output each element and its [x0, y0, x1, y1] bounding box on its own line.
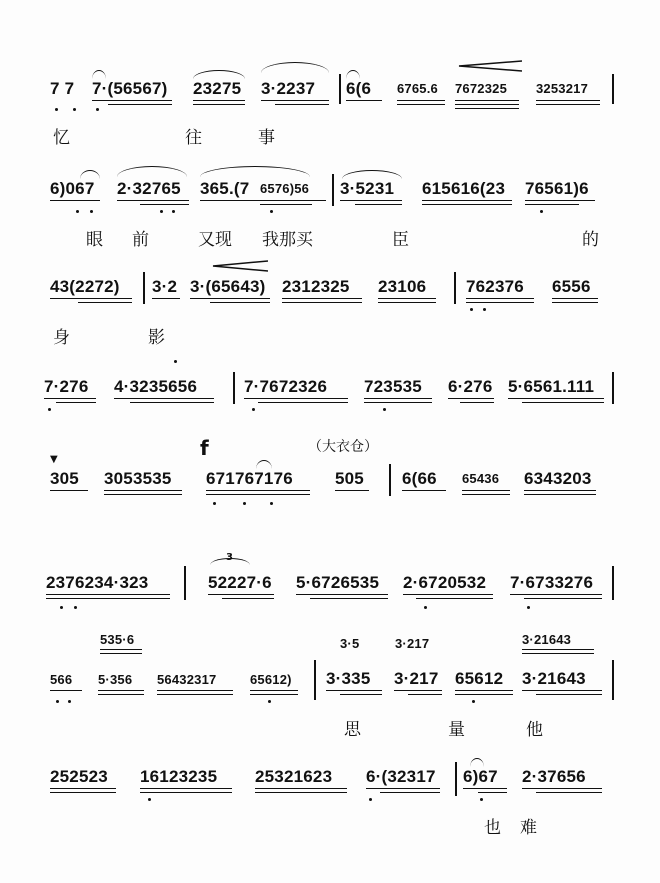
barline [612, 372, 614, 404]
underline [522, 649, 594, 650]
percussion-mark: （大衣仓） [308, 439, 378, 455]
note-group: 25321623 [255, 767, 333, 786]
upper-note-group: 535·6 [100, 632, 135, 647]
underline [522, 402, 604, 403]
note-group: 6)67 [463, 767, 498, 786]
lyric: 影 [148, 328, 165, 348]
underline [98, 694, 144, 695]
low-octave-dot [48, 408, 51, 411]
underline [510, 594, 602, 595]
underline [44, 398, 96, 399]
underline [282, 302, 362, 303]
underline [46, 594, 170, 595]
underline [536, 792, 602, 793]
underline [130, 402, 214, 403]
upper-note-group: 3·21643 [522, 632, 572, 647]
underline [258, 402, 348, 403]
note-group: 6(66 [402, 469, 437, 488]
underline [100, 653, 142, 654]
note-group: 6556 [552, 277, 591, 296]
underline [193, 104, 245, 105]
underline [157, 694, 233, 695]
low-octave-dot [68, 700, 71, 703]
note-group: 65612) [250, 672, 292, 687]
underline [355, 204, 402, 205]
underline [508, 398, 604, 399]
underline [46, 598, 170, 599]
underline [378, 302, 436, 303]
underline [416, 598, 493, 599]
barline [612, 660, 614, 700]
note-group: 2·32765 [117, 179, 181, 198]
upper-note-group: 3·5 [340, 636, 360, 651]
note-group: 6(6 [346, 79, 372, 98]
note-group: 76561)6 [525, 179, 589, 198]
barline [332, 174, 334, 206]
note-group: 566 [50, 672, 73, 687]
underline [100, 649, 142, 650]
note-group: 7·276 [44, 377, 89, 396]
underline [140, 204, 189, 205]
note-group: 6)067 [50, 179, 95, 198]
underline [210, 302, 270, 303]
low-octave-dot [90, 210, 93, 213]
note-group: 5·6561.111 [508, 377, 595, 396]
note-group: 3·335 [326, 669, 371, 688]
underline [222, 598, 274, 599]
underline [326, 690, 382, 691]
underline [380, 792, 440, 793]
underline [152, 298, 180, 299]
lyric: 身 [53, 328, 70, 348]
underline [244, 398, 348, 399]
low-octave-dot [270, 502, 273, 505]
low-octave-dot [252, 408, 255, 411]
underline [104, 494, 182, 495]
note-group: 252523 [50, 767, 108, 786]
slur [470, 758, 484, 767]
underline [422, 204, 512, 205]
low-octave-dot [424, 606, 427, 609]
note-group: 2·37656 [522, 767, 586, 786]
low-octave-dot [172, 210, 175, 213]
underline [522, 788, 602, 789]
accent-icon: ▼ [50, 454, 58, 465]
underline [98, 690, 144, 691]
note-group: 365.(7 [200, 179, 250, 198]
underline [50, 200, 100, 201]
note-group: 2312325 [282, 277, 350, 296]
underline [140, 792, 232, 793]
underline [522, 690, 602, 691]
slur [261, 62, 329, 73]
underline [157, 690, 233, 691]
note-group: 3·(65643) [190, 277, 266, 296]
underline [448, 398, 494, 399]
underline [206, 490, 310, 491]
lyric: 又现 [198, 230, 232, 250]
lyric: 思 [344, 720, 361, 740]
barline [339, 74, 341, 104]
underline [466, 302, 534, 303]
note-group: 7·(56567) [92, 79, 168, 98]
underline [78, 302, 132, 303]
barline [184, 566, 186, 600]
underline [250, 694, 298, 695]
note-group: 3·5231 [340, 179, 395, 198]
low-octave-dot [270, 210, 273, 213]
underline [463, 788, 507, 789]
note-group: 3253217 [536, 81, 589, 96]
crescendo-mark [212, 260, 268, 272]
barline [612, 566, 614, 600]
underline [455, 100, 519, 101]
note-group: 6765.6 [397, 81, 438, 96]
low-octave-dot [160, 210, 163, 213]
lyric: 眼 [86, 230, 103, 250]
lyric: 往 [185, 128, 202, 148]
underline [552, 302, 598, 303]
note-group: 23106 [378, 277, 427, 296]
low-octave-dot [76, 210, 79, 213]
underline [536, 100, 600, 101]
note-group: 16123235 [140, 767, 218, 786]
low-octave-dot [480, 798, 483, 801]
low-octave-dot [56, 700, 59, 703]
note-group: 2·6720532 [403, 573, 487, 592]
note-group: 3·2237 [261, 79, 316, 98]
note-group: 4·3235656 [114, 377, 198, 396]
low-octave-dot [527, 606, 530, 609]
low-octave-dot [268, 700, 271, 703]
note-group: 6·276 [448, 377, 493, 396]
note-group: 7672325 [455, 81, 508, 96]
underline [455, 104, 519, 105]
note-group: 65612 [455, 669, 504, 688]
underline [524, 598, 602, 599]
underline [525, 200, 595, 201]
note-group: 3·217 [394, 669, 439, 688]
underline [200, 200, 326, 201]
underline [50, 792, 116, 793]
underline [364, 402, 432, 403]
underline [117, 200, 189, 201]
underline [340, 694, 382, 695]
underline [335, 490, 369, 491]
low-octave-dot [243, 502, 246, 505]
note-group: 65436 [462, 471, 500, 486]
low-octave-dot [55, 108, 58, 111]
slur [193, 70, 245, 79]
note-group: 7·6733276 [510, 573, 594, 592]
underline [310, 598, 388, 599]
barline [455, 762, 457, 796]
underline [408, 694, 442, 695]
underline [536, 694, 602, 695]
note-group: 3·21643 [522, 669, 586, 688]
triplet-mark: 3 [226, 552, 233, 563]
low-octave-dot [383, 408, 386, 411]
note-group: 505 [335, 469, 364, 488]
barline [454, 272, 456, 304]
underline [397, 100, 445, 101]
underline [260, 204, 312, 205]
underline [275, 104, 329, 105]
low-octave-dot [213, 502, 216, 505]
note-group: 2376234·323 [46, 573, 149, 592]
lyric: 的 [582, 230, 599, 250]
underline [552, 298, 598, 299]
underline [193, 100, 245, 101]
underline [522, 653, 594, 654]
low-octave-dot [470, 308, 473, 311]
note-group: 305 [50, 469, 79, 488]
note-group: 43(2272) [50, 277, 120, 296]
lyric: 他 [526, 720, 543, 740]
underline [255, 788, 347, 789]
underline [114, 398, 214, 399]
underline [50, 788, 116, 789]
lyric: 我那买 [262, 230, 313, 250]
barline [612, 74, 614, 104]
underline [462, 494, 510, 495]
lyric: 量 [448, 720, 465, 740]
underline [92, 100, 172, 101]
slur [80, 170, 100, 179]
crescendo-mark [458, 60, 522, 72]
underline [56, 402, 96, 403]
underline [462, 490, 510, 491]
underline [525, 204, 579, 205]
slur [200, 166, 310, 177]
underline [364, 398, 432, 399]
slur [342, 170, 402, 179]
slur [346, 70, 360, 79]
low-octave-dot [73, 108, 76, 111]
underline [108, 104, 172, 105]
lyric: 难 [520, 818, 537, 838]
barline [233, 372, 235, 404]
note-group: 723535 [364, 377, 422, 396]
underline [140, 788, 232, 789]
underline [282, 298, 362, 299]
lyric: 事 [258, 128, 275, 148]
slur [92, 70, 106, 79]
note-group: 52227·6 [208, 573, 272, 592]
note-group: 5·356 [98, 672, 133, 687]
underline [394, 690, 442, 691]
underline [478, 792, 507, 793]
dynamic-mark: f [200, 436, 209, 460]
underline [50, 690, 82, 691]
underline [50, 298, 132, 299]
upper-note-group: 3·217 [395, 636, 430, 651]
barline [389, 464, 391, 496]
underline [402, 490, 446, 491]
underline [460, 402, 494, 403]
low-octave-dot [472, 700, 475, 703]
note-group: 671767176 [206, 469, 293, 488]
low-octave-dot [483, 308, 486, 311]
note-group: 6·(32317 [366, 767, 436, 786]
note-group: 6576)56 [260, 181, 310, 196]
lyric: 前 [132, 230, 149, 250]
note-group: 56432317 [157, 672, 217, 687]
low-octave-dot [60, 606, 63, 609]
underline [455, 108, 519, 109]
barline [314, 660, 316, 700]
lyric: 也 [484, 818, 501, 838]
underline [403, 594, 493, 595]
underline [190, 298, 270, 299]
high-octave-dot [174, 360, 177, 363]
underline [422, 200, 512, 201]
underline [261, 100, 329, 101]
note-group: 7·7672326 [244, 377, 328, 396]
note-group: 6343203 [524, 469, 592, 488]
underline [250, 690, 298, 691]
low-octave-dot [540, 210, 543, 213]
underline [378, 298, 436, 299]
low-octave-dot [96, 108, 99, 111]
underline [536, 104, 600, 105]
note-group: 23275 [193, 79, 242, 98]
note-group: 762376 [466, 277, 524, 296]
low-octave-dot [74, 606, 77, 609]
slur [117, 166, 187, 177]
underline [50, 490, 88, 491]
low-octave-dot [369, 798, 372, 801]
note-group: 3·2 [152, 277, 178, 296]
underline [466, 298, 534, 299]
underline [397, 104, 445, 105]
underline [206, 494, 310, 495]
barline [143, 272, 145, 304]
underline [346, 100, 382, 101]
underline [208, 594, 274, 595]
underline [340, 200, 402, 201]
underline [524, 490, 596, 491]
low-octave-dot [148, 798, 151, 801]
note-group: 7 7 [50, 79, 75, 98]
underline [524, 494, 596, 495]
underline [455, 694, 513, 695]
lyric: 臣 [392, 230, 409, 250]
underline [255, 792, 347, 793]
underline [296, 594, 388, 595]
underline [104, 490, 182, 491]
underline [455, 690, 513, 691]
note-group: 615616(23 [422, 179, 506, 198]
note-group: 5·6726535 [296, 573, 380, 592]
slur [256, 460, 272, 469]
underline [366, 788, 440, 789]
note-group: 3053535 [104, 469, 172, 488]
lyric: 忆 [53, 128, 70, 148]
tuplet-bracket [210, 558, 250, 565]
